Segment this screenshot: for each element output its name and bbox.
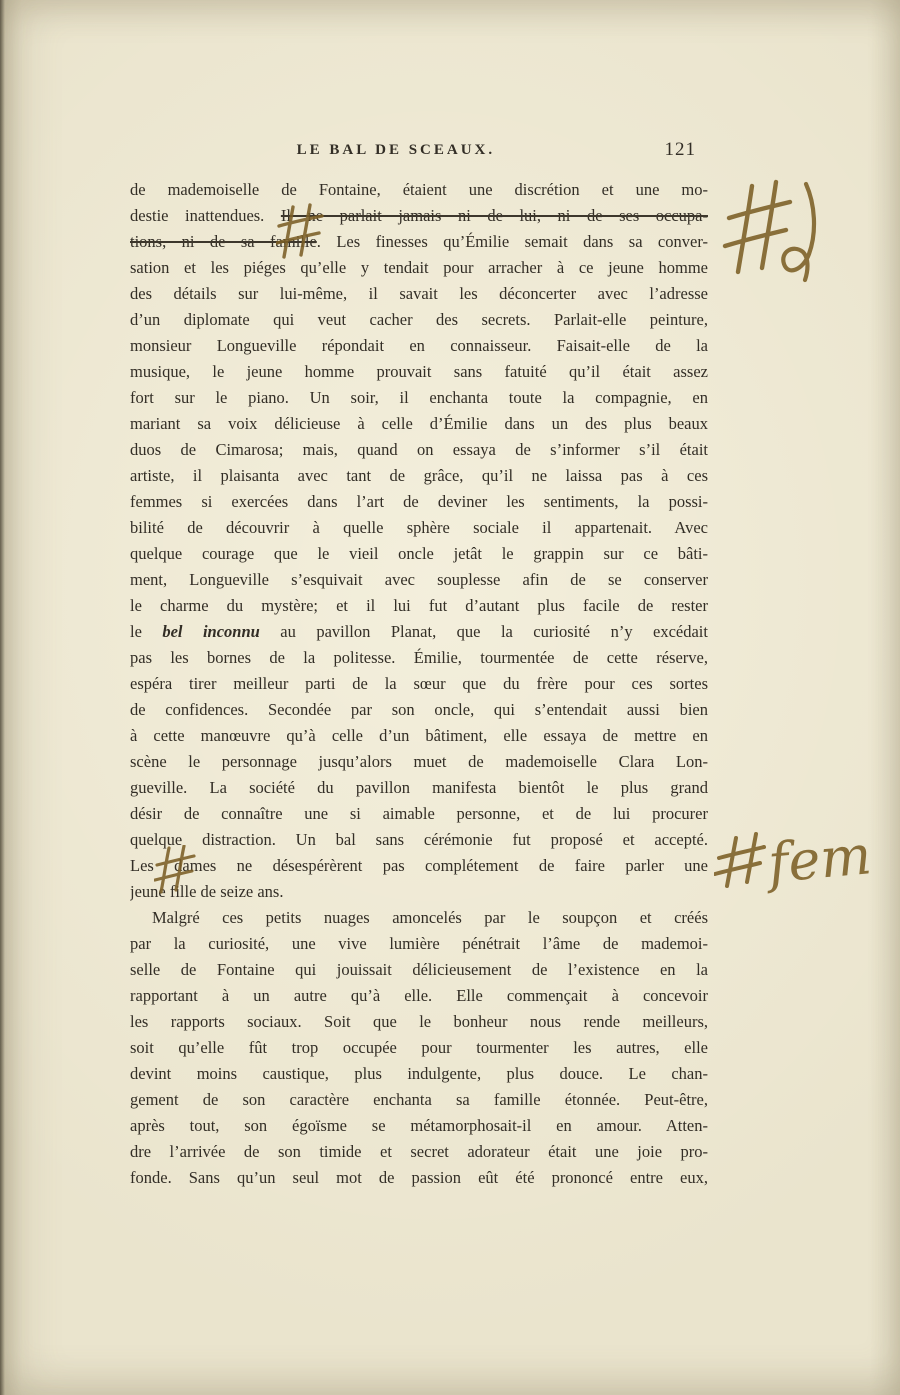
text-line: [130, 281, 708, 307]
text-line: [130, 801, 708, 827]
text-line: [130, 749, 708, 775]
text-line: [130, 983, 708, 1009]
text-line: [130, 827, 708, 853]
text-line: [130, 905, 708, 931]
text-line: [130, 515, 708, 541]
page-number: 121: [664, 139, 696, 160]
text-segment: de confidences. Secondée par son oncle, qui s’entendait aussi bien: [130, 700, 708, 719]
body-lines: [130, 177, 708, 1191]
text-segment: fonde. Sans qu’un seul mot de passion eût été prononcé entre eux,: [130, 1168, 708, 1187]
text-line: [130, 671, 708, 697]
text-segment: devint moins caustique, plus indulgente, plus douce. Le chan-: [130, 1064, 708, 1083]
text-segment: rapportant à un autre qu’à elle. Elle commençait à concevoir: [130, 986, 708, 1005]
text-segment: fort sur le piano. Un soir, il enchanta toute la compagnie, en: [130, 388, 708, 407]
text-line: [130, 463, 708, 489]
text-line: [130, 1165, 708, 1191]
hash-fem-icon: [714, 816, 899, 911]
text-segment: de mademoiselle de Fontaine, étaient une discrétion et une mo-: [130, 180, 708, 199]
text-segment: bilité de découvrir à quelle sphère sociale il appartenait. Avec: [130, 518, 708, 537]
text-segment: . Les finesses qu’Émilie semait dans sa conver-: [316, 232, 708, 251]
text-segment: monsieur Longueville répondait en connaisseur. Faisait-elle de la: [130, 336, 708, 355]
text-segment: gueville. La société du pavillon manifesta bientôt le plus grand: [130, 778, 708, 797]
text-line: [130, 697, 708, 723]
text-line: [130, 1009, 708, 1035]
text-segment: mariant sa voix délicieuse à celle d’Émilie dans un des plus beaux: [130, 414, 708, 433]
text-line: [130, 593, 708, 619]
text-segment: espéra tirer meilleur parti de la sœur que du frère pour ces sortes: [130, 674, 708, 693]
text-line: [130, 411, 708, 437]
text-line: [130, 1139, 708, 1165]
text-segment: Les dames ne désespérèrent pas complétement de faire parler une: [130, 856, 708, 875]
text-segment: dre l’arrivée de son timide et secret adorateur était une joie pro-: [130, 1142, 708, 1161]
text-segment: des détails sur lui-même, il savait les déconcerter avec l’adresse: [130, 284, 708, 303]
text-line: [130, 359, 708, 385]
text-line: [130, 1035, 708, 1061]
text-block: [130, 141, 708, 1191]
text-segment: soit qu’elle fût trop occupée pour tourmenter les autres, elle: [130, 1038, 708, 1057]
text-segment: les rapports sociaux. Soit que le bonheur nous rende meilleurs,: [130, 1012, 708, 1031]
text-line: [130, 957, 708, 983]
text-line: [130, 489, 708, 515]
text-segment-strike: tions, ni de sa famille: [130, 232, 317, 251]
text-segment: duos de Cimarosa; mais, quand on essaya de s’informer s’il était: [130, 440, 708, 459]
text-segment: femmes si exercées dans l’art de deviner les sentiments, la possi-: [130, 492, 708, 511]
text-segment: par la curiosité, une vive lumière pénétrait l’âme de mademoi-: [130, 934, 708, 953]
text-segment: Malgré ces petits nuages amoncelés par le soupçon et créés: [152, 908, 708, 927]
text-segment: au pavillon Planat, que la curiosité n’y excédait: [259, 622, 708, 641]
text-segment: désir de connaître une si aimable personne, et de lui procurer: [130, 804, 708, 823]
margin-fem-annotation: [714, 816, 899, 911]
text-segment: d’un diplomate qui veut cacher des secrets. Parlait-elle peinture,: [130, 310, 708, 329]
text-segment: le: [130, 622, 163, 641]
text-line: [130, 645, 708, 671]
hash-dele-icon: [722, 176, 832, 288]
text-line: [130, 1113, 708, 1139]
text-segment: scène le personnage jusqu’alors muet de mademoiselle Clara Lon-: [130, 752, 708, 771]
text-segment: quelque courage que le vieil oncle jetât le grappin sur ce bâti-: [130, 544, 708, 563]
running-head: [130, 141, 708, 177]
text-segment-strike: Il ne parlait jamais ni de lui, ni de ses occupa-: [280, 206, 708, 225]
text-segment: sation et les piéges qu’elle y tendait pour arracher à ce jeune homme: [130, 258, 708, 277]
text-line: [130, 931, 708, 957]
text-line: [130, 307, 708, 333]
text-segment: ment, Longueville s’esquivait avec souplesse afin de se conserver: [130, 570, 708, 589]
text-segment: destie inattendues.: [130, 206, 281, 225]
text-segment: artiste, il plaisanta avec tant de grâce, qu’il ne laissa pas à ces: [130, 466, 708, 485]
text-line: [130, 723, 708, 749]
fem-note-text: fem: [765, 823, 874, 895]
text-segment: selle de Fontaine qui jouissait délicieusement de l’existence en la: [130, 960, 708, 979]
text-segment: après tout, son égoïsme se métamorphosait-il en amour. Atten-: [130, 1116, 708, 1135]
text-segment-italic: bel inconnu: [162, 622, 260, 641]
text-segment: gement de son caractère enchanta sa famille étonnée. Peut-être,: [130, 1090, 708, 1109]
text-line: [130, 619, 708, 645]
text-segment: le charme du mystère; et il lui fut d’autant plus facile de rester: [130, 596, 708, 615]
text-line: [130, 437, 708, 463]
text-line: [130, 255, 708, 281]
text-line: [130, 229, 708, 255]
text-segment: quelque distraction. Un bal sans cérémonie fut proposé et accepté.: [130, 830, 708, 849]
text-line: [130, 1061, 708, 1087]
text-line: [130, 775, 708, 801]
running-title: LE BAL DE SCEAUX.: [296, 142, 496, 158]
text-segment: jeune fille de seize ans.: [130, 882, 284, 901]
text-segment: à cette manœuvre qu’à celle d’un bâtiment, elle essaya de mettre en: [130, 726, 708, 745]
text-line: [130, 385, 708, 411]
text-line: [130, 177, 708, 203]
text-segment: pas les bornes de la politesse. Émilie, tourmentée de cette réserve,: [130, 648, 708, 667]
text-line: [130, 853, 708, 879]
margin-hash-dele-mark: [722, 176, 832, 288]
text-line: [130, 879, 708, 905]
text-line: [130, 541, 708, 567]
text-line: [130, 567, 708, 593]
text-line: [130, 203, 708, 229]
text-line: [130, 333, 708, 359]
text-segment: musique, le jeune homme prouvait sans fatuité qu’il était assez: [130, 362, 708, 381]
text-line: [130, 1087, 708, 1113]
